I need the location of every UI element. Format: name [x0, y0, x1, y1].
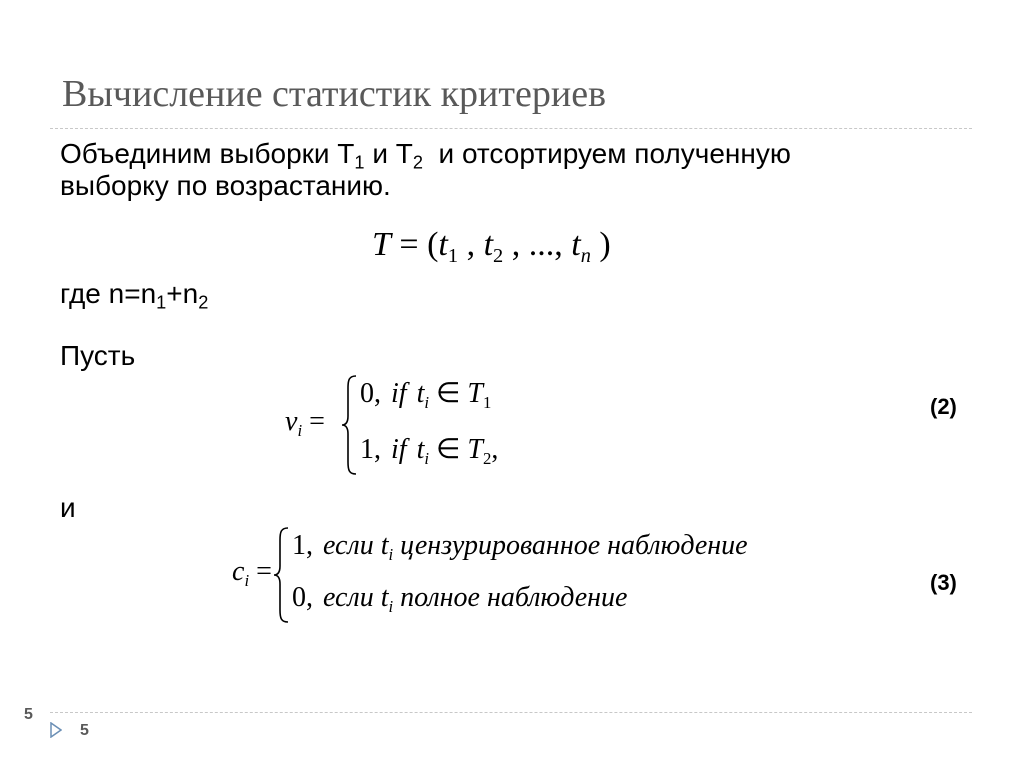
subscript-1: 1 — [354, 152, 365, 173]
eq3-case-2 — [292, 582, 627, 617]
slide-number-right: 5 — [80, 722, 89, 739]
formula-sample — [372, 226, 611, 268]
paragraph-text-1: Объединим выборки T — [60, 138, 355, 169]
formula-sub1: 1 — [447, 245, 459, 268]
eq2-brace-icon — [340, 374, 358, 476]
where-line — [60, 278, 209, 313]
formula-t2: t — [483, 226, 494, 263]
slide-number-left: 5 — [24, 706, 33, 723]
footer-divider — [50, 712, 972, 713]
eq3-c2-i: i — [388, 596, 394, 616]
eq2-c1-t: t — [416, 378, 425, 409]
eq2-number: (2) — [930, 394, 957, 419]
where-plus: +n — [166, 278, 199, 309]
formula-subn: n — [580, 245, 591, 268]
subscript-2: 2 — [412, 152, 423, 173]
eq3-c1-text: цензурированное наблюдение — [400, 530, 748, 561]
eq3-c2-val: 0, — [292, 582, 313, 613]
paragraph-text-2: и T — [364, 138, 413, 169]
eq2-var: v — [285, 406, 298, 437]
where-sub2: 2 — [198, 292, 209, 313]
eq3-c1-val: 1, — [292, 530, 313, 561]
formula-sub2: 2 — [493, 245, 504, 268]
eq3-c1-word: если — [323, 530, 374, 561]
formula-lhs: T — [372, 226, 391, 263]
formula-dots: , ..., — [503, 226, 572, 263]
eq3-c2-text: полное наблюдение — [400, 582, 628, 613]
eq2-c1-i: i — [424, 392, 430, 412]
eq2-case-1 — [360, 376, 491, 413]
where-text: где n=n — [60, 278, 157, 309]
eq3-case-1 — [292, 530, 748, 565]
eq2-c1-T: T — [467, 378, 483, 409]
formula-comma: , — [458, 226, 484, 263]
eq2-c2-T: T — [467, 434, 483, 465]
eq3-c1-i: i — [388, 544, 394, 564]
eq3-var-sub: i — [244, 570, 250, 590]
triangle-right-icon — [50, 722, 62, 738]
eq2-c2-tail: , — [491, 434, 499, 465]
eq2-lhs — [285, 406, 325, 441]
eq2-var-sub: i — [297, 420, 303, 440]
slide-title: Вычисление статистик критериев — [62, 73, 607, 115]
formula-close: ) — [590, 226, 611, 263]
eq2-c2-if: if — [391, 434, 407, 465]
formula-tn: t — [571, 226, 581, 263]
eq2-c1-in: ∈ — [429, 378, 468, 409]
paragraph-text-3: и отсортируем полученную — [422, 138, 791, 169]
eq3-equals: = — [249, 556, 272, 587]
eq2-c1-if: if — [391, 378, 407, 409]
eq2-case-2 — [360, 432, 498, 469]
eq3-c2-word: если — [323, 582, 374, 613]
let-text: Пусть — [60, 340, 136, 371]
eq3-c1-t: t — [380, 530, 389, 561]
eq2-equals: = — [302, 406, 325, 437]
paragraph-line-2: выборку по возрастанию. — [60, 170, 391, 201]
eq2-c1-sub: 1 — [482, 392, 492, 412]
eq2-c2-in: ∈ — [429, 434, 468, 465]
eq2-c2-i: i — [424, 448, 430, 468]
eq3-c2-t: t — [380, 582, 389, 613]
paragraph-line-1 — [60, 138, 791, 173]
where-sub1: 1 — [156, 292, 167, 313]
eq3-number: (3) — [930, 570, 957, 595]
and-text: и — [60, 492, 76, 523]
eq2-c2-sub: 2 — [482, 448, 492, 468]
formula-t1: t — [438, 226, 448, 263]
eq3-lhs — [232, 556, 272, 591]
eq3-brace-icon — [272, 526, 290, 624]
formula-eq: = ( — [390, 226, 439, 263]
eq2-c2-val: 1, — [360, 434, 381, 465]
eq2-c1-val: 0, — [360, 378, 381, 409]
eq3-var: c — [232, 556, 245, 587]
title-divider — [50, 128, 972, 129]
eq2-c2-t: t — [416, 434, 425, 465]
